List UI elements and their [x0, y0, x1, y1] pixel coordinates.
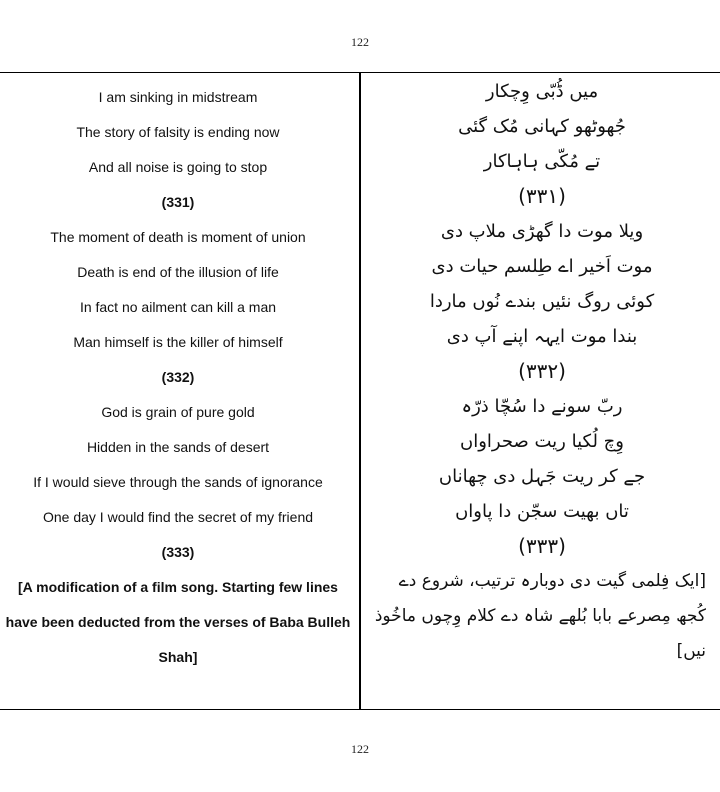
verse-number-en: (331): [161, 194, 195, 210]
urdu-line: جے کر ریت جَہل دی چھاناں: [438, 466, 646, 487]
urdu-line: تاں بھیت سجّن دا پاواں: [455, 501, 629, 522]
urdu-line: کُجھ مِصرعے بابا بُلھے شاہ دے کلام وِچوں ماخُوذ: [374, 606, 706, 626]
urdu-line: [ایک فِلمی گیت دی دوبارہ ترتیب، شروع دے: [398, 571, 706, 591]
urdu-line: موت اَخیر اے طِلسم حیات دی: [431, 256, 653, 277]
urdu-line: ویلا موت دا گھڑی ملاپ دی: [440, 221, 644, 242]
english-line: [A modification of a film song. Starting few lines: [18, 579, 338, 595]
english-line: Shah]: [158, 649, 198, 665]
verse-number-en: (333): [161, 544, 195, 560]
english-line: One day I would find the secret of my friend: [42, 509, 314, 525]
english-line: And all noise is going to stop: [88, 159, 268, 175]
verse-number-ur: (۳۳۳): [518, 534, 566, 558]
english-line: In fact no ailment can kill a man: [79, 299, 277, 315]
urdu-line: ربّ سونے دا سُچّا ذرّہ: [461, 396, 623, 417]
english-line: The moment of death is moment of union: [50, 229, 306, 245]
urdu-line: کوئی روگ نئیں بندے نُوں ماردا: [429, 291, 655, 312]
english-line: If I would sieve through the sands of ignorance: [33, 474, 323, 490]
verse-number-ur: (۳۳۱): [518, 184, 566, 208]
page-number-top: 122: [351, 35, 369, 49]
page-number-bottom: 122: [351, 742, 369, 756]
urdu-line: میں ڈُبّی وِچکار: [485, 81, 599, 102]
english-line: God is grain of pure gold: [101, 404, 255, 420]
bottom-rule: [0, 709, 720, 710]
column-divider: [359, 72, 361, 710]
verse-number-en: (332): [161, 369, 195, 385]
urdu-line: نیں]: [676, 641, 706, 661]
urdu-line: جُھوٹھو کہانی مُک گئی: [458, 116, 626, 137]
english-line: Hidden in the sands of desert: [86, 439, 270, 455]
english-line: The story of falsity is ending now: [76, 124, 280, 140]
english-line: have been deducted from the verses of Baba Bulleh: [5, 614, 351, 630]
english-line: I am sinking in midstream: [98, 89, 258, 105]
urdu-line: بندا موت ایہہ اپنے آپ دی: [446, 326, 638, 347]
urdu-line: وِچ لُکیا ریت صحراواں: [460, 431, 624, 452]
verse-number-ur: (۳۳۲): [518, 359, 566, 383]
english-column: [0, 80, 356, 675]
english-line: Man himself is the killer of himself: [73, 334, 283, 350]
urdu-line: تے مُکّی ہاہاکار: [483, 151, 601, 172]
urdu-column: [364, 74, 720, 669]
english-line: Death is end of the illusion of life: [77, 264, 279, 280]
